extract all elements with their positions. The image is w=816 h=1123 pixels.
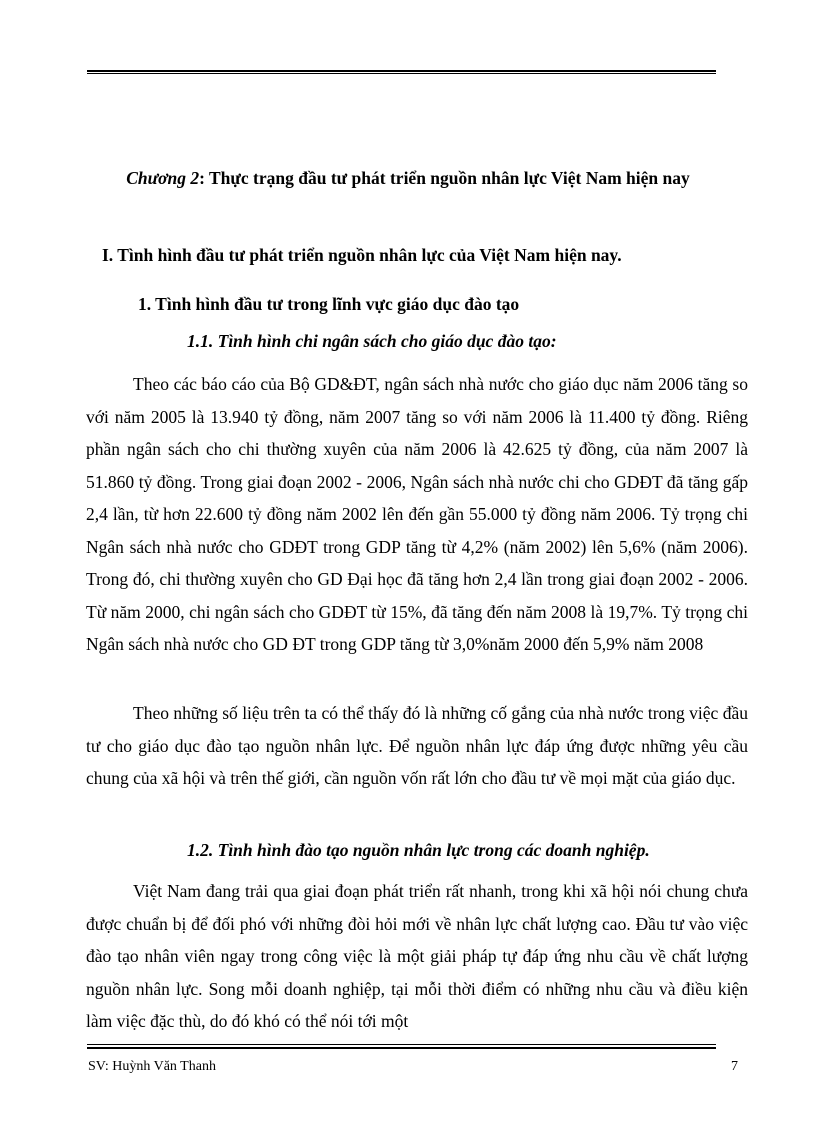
chapter-prefix: Chương 2 bbox=[126, 168, 200, 188]
paragraph-budget-conclusion: Theo những số liệu trên ta có thể thấy đó là những cố gắng của nhà nước trong việc đầu tư cho giáo dục đào tạo nguồn nhân lực. Để nguồn nhân lực đáp ứng được những yêu cầu chung của xã hội và trên thế giới, cần nguồn vốn rất lớn cho đầu tư về mọi mặt của giáo dục. bbox=[86, 703, 748, 788]
chapter-title-text: : Thực trạng đầu tư phát triển nguồn nhân lực Việt Nam hiện nay bbox=[199, 168, 690, 188]
section-heading: I. Tình hình đầu tư phát triển nguồn nhân lực của Việt Nam hiện nay. bbox=[102, 245, 622, 265]
chapter-title bbox=[0, 168, 816, 189]
footer-rule bbox=[87, 1044, 716, 1049]
page-number: 7 bbox=[731, 1059, 738, 1074]
footer-author: SV: Huỳnh Văn Thanh bbox=[88, 1059, 216, 1074]
paragraph-budget-figures: Theo các báo cáo của Bộ GD&ĐT, ngân sách nhà nước cho giáo dục năm 2006 tăng so với năm 2005 là 13.940 tỷ đồng, năm 2007 tăng so với năm 2006 là 11.400 tỷ đồng. Riêng phần ngân sách cho chi thường xuyên của năm 2006 là 42.625 tỷ đồng, của năm 2007 là 51.860 tỷ đồng. Trong giai đoạn 2002 - 2006, Ngân sách nhà nước chi cho GDĐT đã tăng gấp 2,4 lần, từ hơn 22.600 tỷ đồng năm 2002 lên đến gần 55.000 tỷ đồng năm 2006. Tỷ trọng chi Ngân sách nhà nước cho GDĐT trong GDP tăng từ 4,2% (năm 2002) lên 5,6% (năm 2006). Trong đó, chi thường xuyên cho GD Đại học đã tăng hơn 2,4 lần trong giai đoạn 2002 - 2006. Từ năm 2000, chi ngân sách cho GDĐT từ 15%, đã tăng đến năm 2008 là 19,7%. Tỷ trọng chi Ngân sách nhà nước cho GD ĐT trong GDP tăng từ 3,0%năm 2000 đến 5,9% năm 2008 bbox=[86, 374, 748, 654]
subsection-heading: 1. Tình hình đầu tư trong lĩnh vực giáo dục đào tạo bbox=[138, 294, 520, 314]
header-rule bbox=[87, 70, 716, 74]
subsubsection-heading-budget: 1.1. Tình hình chi ngân sách cho giáo dục đào tạo: bbox=[187, 331, 557, 351]
subsubsection-heading-enterprise-training: 1.2. Tình hình đào tạo nguồn nhân lực trong các doanh nghiệp. bbox=[187, 840, 650, 860]
paragraph-enterprise-training: Việt Nam đang trải qua giai đoạn phát triển rất nhanh, trong khi xã hội nói chung chưa được chuẩn bị để đối phó với những đòi hỏi mới về nhân lực chất lượng cao. Đầu tư vào việc đào tạo nhân viên ngay trong công việc là một giải pháp tự đáp ứng nhu cầu về chất lượng nguồn nhân lực. Song mỗi doanh nghiệp, tại mỗi thời điểm có những nhu cầu và điều kiện làm việc đặc thù, do đó khó có thể nói tới một bbox=[86, 881, 748, 1031]
